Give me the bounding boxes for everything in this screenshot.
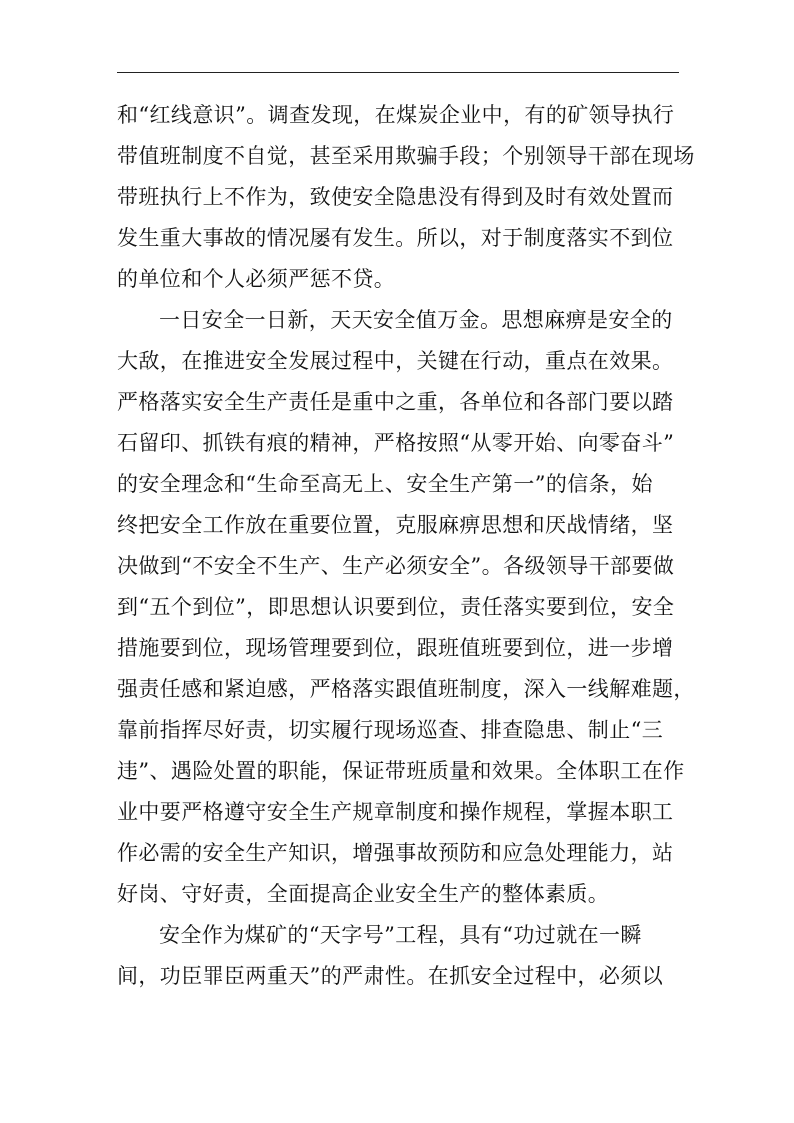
- text-line: 的安全理念和“生命至高无上、安全生产第一”的信条，始: [117, 472, 653, 496]
- text-line: 终把安全工作放在重要位置，克服麻痹思想和厌战情绪，坚: [117, 513, 674, 537]
- text-line: 好岗、守好责，全面提高企业安全生产的整体素质。: [117, 882, 610, 906]
- text-line: 安全作为煤矿的“天字号”工程，具有“功过就在一瞬: [159, 923, 642, 947]
- text-line: 间，功臣罪臣两重天”的严肃性。在抓安全过程中，必须以: [117, 964, 664, 988]
- text-line: 作必需的安全生产知识，增强事故预防和应急处理能力，站: [117, 841, 674, 865]
- text-line: 的单位和个人必须严惩不贷。: [117, 267, 396, 291]
- text-line: 决做到“不安全不生产、生产必须安全”。各级领导干部要做: [117, 554, 675, 578]
- text-line: 大敌，在推进安全发展过程中，关键在行动，重点在效果。: [117, 349, 674, 373]
- text-line: 靠前指挥尽好责，切实履行现场巡查、排查隐患、制止“三: [117, 718, 664, 742]
- text-line: 到“五个到位”，即思想认识要到位，责任落实要到位，安全: [117, 595, 675, 619]
- text-line: 业中要严格遵守安全生产规章制度和操作规程，掌握本职工: [117, 800, 674, 824]
- text-line: 带班执行上不作为，致使安全隐患没有得到及时有效处置而: [117, 185, 674, 209]
- text-line: 石留印、抓铁有痕的精神，严格按照“从零开始、向零奋斗”: [117, 431, 675, 455]
- text-line: 措施要到位，现场管理要到位，跟班值班要到位，进一步增: [117, 636, 674, 660]
- text-line: 和“红线意识”。调查发现，在煤炭企业中，有的矿领导执行: [117, 103, 675, 127]
- text-line: 发生重大事故的情况屡有发生。所以，对于制度落实不到位: [117, 226, 674, 250]
- text-line: 带值班制度不自觉，甚至采用欺骗手段；个别领导干部在现场: [117, 144, 695, 168]
- document-body: [117, 95, 695, 997]
- text-line: 违”、遇险处置的职能，保证带班质量和效果。全体职工在作: [117, 759, 685, 783]
- header-rule: [117, 72, 679, 73]
- text-line: 严格落实安全生产责任是重中之重，各单位和各部门要以踏: [117, 390, 674, 414]
- text-line: 一日安全一日新，天天安全值万金。思想麻痹是安全的: [159, 308, 673, 332]
- text-line: 强责任感和紧迫感，严格落实跟值班制度，深入一线解难题，: [117, 677, 695, 701]
